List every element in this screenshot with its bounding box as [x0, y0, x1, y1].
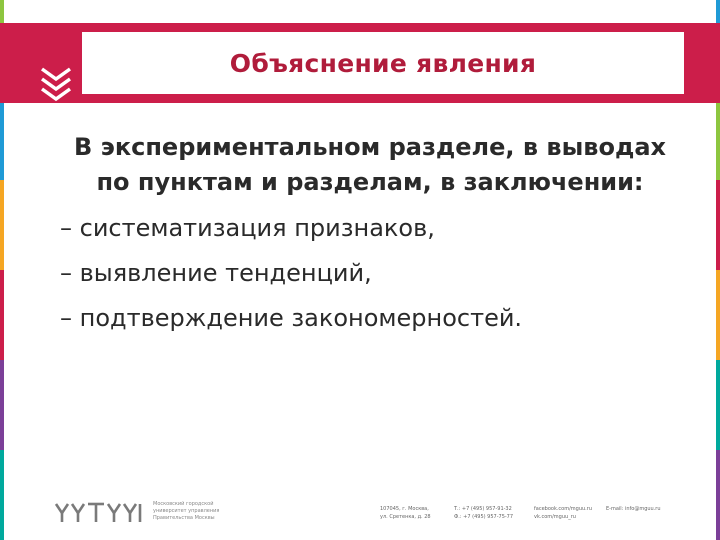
bullet-item: – выявление тенденций, [60, 259, 372, 287]
footer-phones [454, 505, 513, 521]
social-link[interactable]: vk.com/mguu_ru [534, 514, 576, 520]
phone-line: Ф.: +7 (495) 957-75-77 [454, 514, 514, 520]
slide-title: Объяснение явления [229, 48, 537, 78]
bullet-list [60, 206, 680, 341]
university-logo [54, 500, 146, 524]
phone-line: Т.: +7 (495) 957-91-32 [454, 506, 512, 512]
bullet-item: – подтверждение закономерностей. [60, 304, 523, 332]
bullet-item: – систематизация признаков, [60, 214, 435, 242]
social-link[interactable]: facebook.com/mguu.ru [534, 506, 592, 512]
email-link[interactable]: E-mail: info@mguu.ru [606, 506, 661, 512]
footer-email [606, 505, 661, 513]
address-line: 107045, г. Москва, [380, 506, 429, 512]
content-area [60, 130, 680, 341]
logo-caption: Московский городской университет управления Правительства Москвы [153, 501, 220, 521]
lead-statement: В экспериментальном разделе, в выводах по пунктам и разделам, в заключении: [73, 133, 667, 196]
triple-chevron-down-icon [38, 63, 74, 103]
title-box [82, 32, 684, 94]
footer-social [534, 505, 592, 521]
footer [54, 496, 684, 530]
address-line: ул. Сретенка, д. 28 [380, 514, 431, 520]
footer-address [380, 505, 431, 521]
